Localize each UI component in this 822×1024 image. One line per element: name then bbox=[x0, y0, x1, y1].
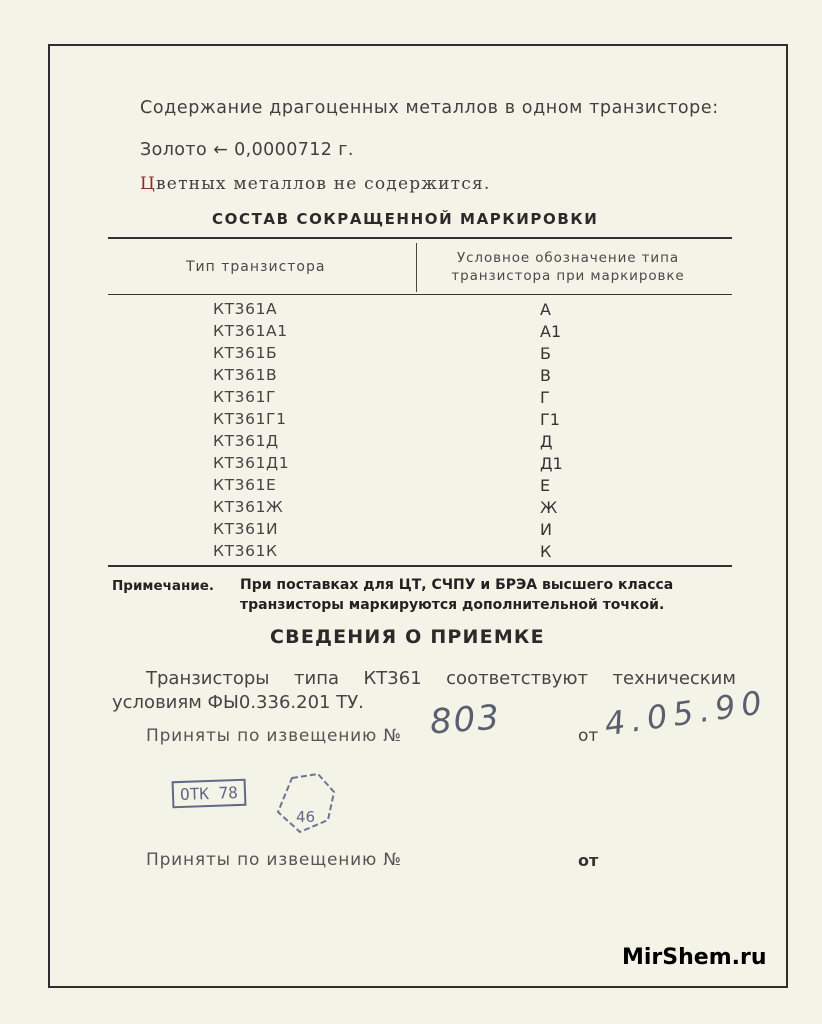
transistor-type: КТ361А bbox=[213, 300, 278, 318]
transistor-type: КТ361Д bbox=[213, 432, 279, 450]
table-row bbox=[0, 410, 822, 432]
table-row bbox=[0, 498, 822, 520]
marking-code: Б bbox=[540, 344, 551, 363]
marking-code: К bbox=[540, 542, 552, 561]
note-line-1: При поставках для ЦТ, СЧПУ и БРЭА высшего класса bbox=[240, 577, 674, 593]
table-row bbox=[0, 300, 822, 322]
gold-content: Золото ← 0,0000712 г. bbox=[140, 140, 354, 160]
acceptance-title: СВЕДЕНИЯ О ПРИЕМКЕ bbox=[270, 626, 545, 648]
accepted-notice-label-1: Приняты по извещению № bbox=[146, 726, 402, 746]
transistor-type: КТ361В bbox=[213, 366, 278, 384]
nonferrous-first-letter: Ц bbox=[140, 174, 157, 194]
marking-code: Ж bbox=[540, 498, 558, 517]
transistor-type: КТ361А1 bbox=[213, 322, 288, 340]
watermark: MirShem.ru bbox=[622, 945, 767, 970]
table-row bbox=[0, 388, 822, 410]
marking-code: А1 bbox=[540, 322, 562, 341]
tu-word: техническим bbox=[612, 668, 736, 689]
tu-statement-line-1 bbox=[146, 668, 736, 689]
table-bottom-rule bbox=[108, 565, 732, 567]
marking-code: Г1 bbox=[540, 410, 560, 429]
table-row bbox=[0, 476, 822, 498]
note-text bbox=[240, 575, 673, 615]
nonferrous-note bbox=[140, 174, 491, 194]
marking-code: Д1 bbox=[540, 454, 563, 473]
table-row bbox=[0, 344, 822, 366]
marking-code: И bbox=[540, 520, 552, 539]
marking-code: Д bbox=[540, 432, 553, 451]
marking-code: Г bbox=[540, 388, 550, 407]
marking-table-body bbox=[0, 300, 822, 564]
otk-stamp: ОТК 78 bbox=[172, 779, 247, 809]
tu-word: Транзисторы bbox=[146, 668, 270, 689]
table-row bbox=[0, 432, 822, 454]
table-row bbox=[0, 520, 822, 542]
tu-word: типа bbox=[294, 668, 340, 689]
marking-section-title: СОСТАВ СОКРАЩЕННОЙ МАРКИРОВКИ bbox=[212, 210, 599, 228]
note-line-2: транзисторы маркируются дополнительной точкой. bbox=[240, 597, 665, 613]
marking-code: В bbox=[540, 366, 551, 385]
table-top-rule bbox=[108, 237, 732, 239]
handwritten-date: 4.05.90 bbox=[602, 682, 770, 744]
marking-code: Е bbox=[540, 476, 551, 495]
from-label-2: от bbox=[578, 851, 599, 870]
transistor-type: КТ361Ж bbox=[213, 498, 284, 516]
transistor-type: КТ361Г bbox=[213, 388, 277, 406]
precious-metals-title: Содержание драгоценных металлов в одном транзисторе: bbox=[140, 98, 719, 118]
table-row bbox=[0, 366, 822, 388]
note-label: Примечание. bbox=[112, 578, 215, 594]
transistor-type: КТ361Е bbox=[213, 476, 277, 494]
transistor-type: КТ361Б bbox=[213, 344, 278, 362]
column-header-code: Условное обозначение типа транзистора при маркировке bbox=[451, 250, 685, 284]
transistor-type: КТ361И bbox=[213, 520, 279, 538]
inspection-stamp-number: 46 bbox=[296, 808, 316, 826]
handwritten-notice-number: 803 bbox=[428, 697, 503, 743]
column-header-type: Тип транзистора bbox=[186, 259, 326, 275]
table-header-rule bbox=[108, 294, 732, 295]
transistor-type: КТ361К bbox=[213, 542, 278, 560]
tu-word: КТ361 bbox=[363, 668, 422, 689]
marking-code: А bbox=[540, 300, 551, 319]
table-row bbox=[0, 454, 822, 476]
table-row bbox=[0, 542, 822, 564]
transistor-type: КТ361Д1 bbox=[213, 454, 290, 472]
accepted-notice-label-2: Приняты по извещению № bbox=[146, 850, 402, 870]
transistor-type: КТ361Г1 bbox=[213, 410, 287, 428]
tu-statement-line-2: условиям ФЫ0.336.201 ТУ. bbox=[112, 692, 364, 713]
from-label-1: от bbox=[578, 726, 599, 746]
tu-word: соответствуют bbox=[446, 668, 589, 689]
nonferrous-rest: ветных металлов не содержится. bbox=[156, 174, 491, 194]
inspection-stamp bbox=[270, 770, 340, 840]
table-header-divider bbox=[416, 243, 417, 292]
table-row bbox=[0, 322, 822, 344]
